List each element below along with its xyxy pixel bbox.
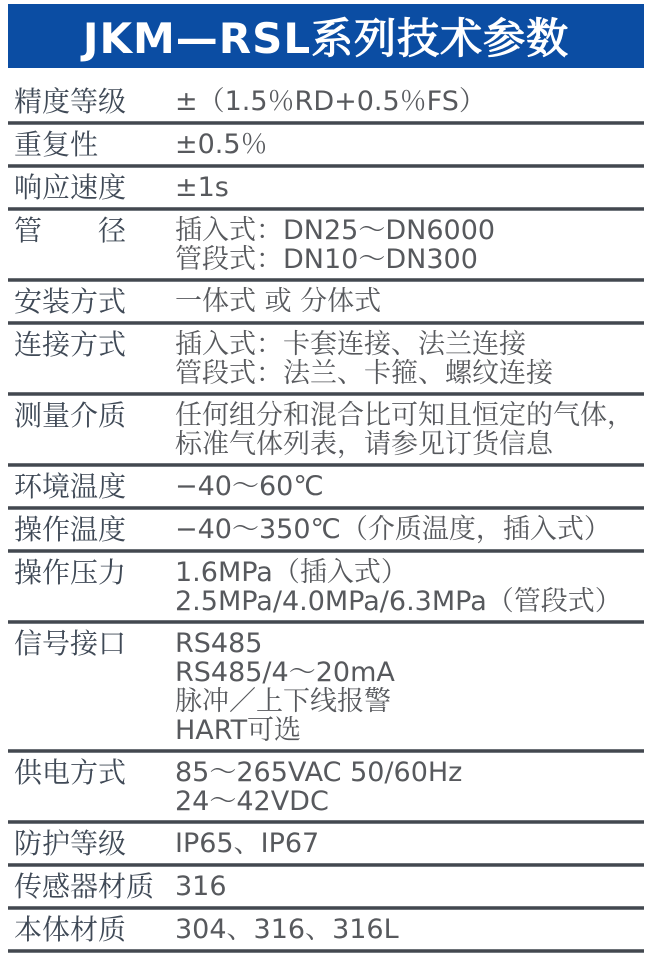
spec-value-line: 管段式：DN10～DN300 [175,244,478,275]
spec-label: 操作压力 [14,556,127,589]
spec-values [175,287,644,316]
spec-value-line: 316 [175,871,227,902]
spec-label: 信号接口 [14,627,127,660]
spec-values [175,629,644,745]
spec-label: 响应速度 [14,171,127,204]
table-row [8,510,644,553]
table-row [8,553,644,624]
spec-label: 本体材质 [14,913,127,946]
spec-label: 供电方式 [14,756,127,789]
spec-label: 操作温度 [14,513,127,546]
table-row [8,282,644,325]
spec-values [175,173,644,202]
table-row [8,82,644,125]
spec-table [8,82,644,953]
spec-value-line: 1.6MPa（插入式） [175,557,408,588]
spec-value-line: 85～265VAC 50/60Hz [175,757,463,788]
spec-value-line: −40～350℃（介质温度，插入式） [175,514,611,545]
row-divider [8,949,644,953]
table-row [8,168,644,211]
spec-values [175,558,644,616]
spec-value-line: 插入式：DN25～DN6000 [175,215,496,246]
title-banner [8,4,644,68]
spec-value-line: −40～60℃ [175,471,324,502]
spec-value-line: ±0.5％ [175,129,268,160]
spec-values [175,130,644,159]
spec-value-line: 管段式：法兰、卡箍、螺纹连接 [175,358,553,389]
spec-values [175,330,644,388]
spec-label: 防护等级 [14,827,127,860]
spec-values [175,758,644,816]
spec-value-line: 2.5MPa/4.0MPa/6.3MPa（管段式） [175,586,622,617]
spec-value-line: 一体式 或 分体式 [175,286,382,317]
spec-value-line: 插入式：卡套连接、法兰连接 [175,329,526,360]
spec-label: 重复性 [14,128,99,161]
spec-label: 安装方式 [14,285,127,318]
spec-value-line: HART可选 [175,715,302,746]
spec-values [175,401,644,459]
spec-value-line: RS485/4～20mA [175,657,395,688]
spec-label: 精度等级 [14,85,127,118]
spec-label: 连接方式 [14,328,127,361]
spec-values [175,515,644,544]
spec-value-line: RS485 [175,628,263,659]
table-row [8,325,644,396]
table-row [8,867,644,910]
table-row [8,396,644,467]
spec-value-line: 标准气体列表，请参见订货信息 [175,429,553,460]
spec-values [175,872,644,901]
spec-values [175,216,644,274]
spec-label: 传感器材质 [14,870,155,903]
spec-value-line: ±（1.5％RD+0.5％FS） [175,86,486,117]
table-row [8,910,644,953]
spec-value-line: 脉冲／上下线报警 [175,686,391,717]
spec-label: 管 径 [14,214,127,247]
spec-values [175,472,644,501]
spec-values [175,915,644,944]
spec-value-line: 任何组分和混合比可知且恒定的气体， [175,400,634,431]
table-row [8,467,644,510]
spec-label: 测量介质 [14,399,127,432]
table-row [8,624,644,753]
table-row [8,753,644,824]
spec-value-line: ±1s [175,172,229,203]
spec-value-line: 24～42VDC [175,786,329,817]
spec-values [175,87,644,116]
page-title: JKM—RSL系列技术参数 [82,14,570,63]
table-row [8,824,644,867]
spec-label: 环境温度 [14,470,127,503]
spec-values [175,829,644,858]
spec-value-line: 304、316、316L [175,914,399,945]
table-row [8,211,644,282]
spec-value-line: IP65、IP67 [175,828,320,859]
table-row [8,125,644,168]
